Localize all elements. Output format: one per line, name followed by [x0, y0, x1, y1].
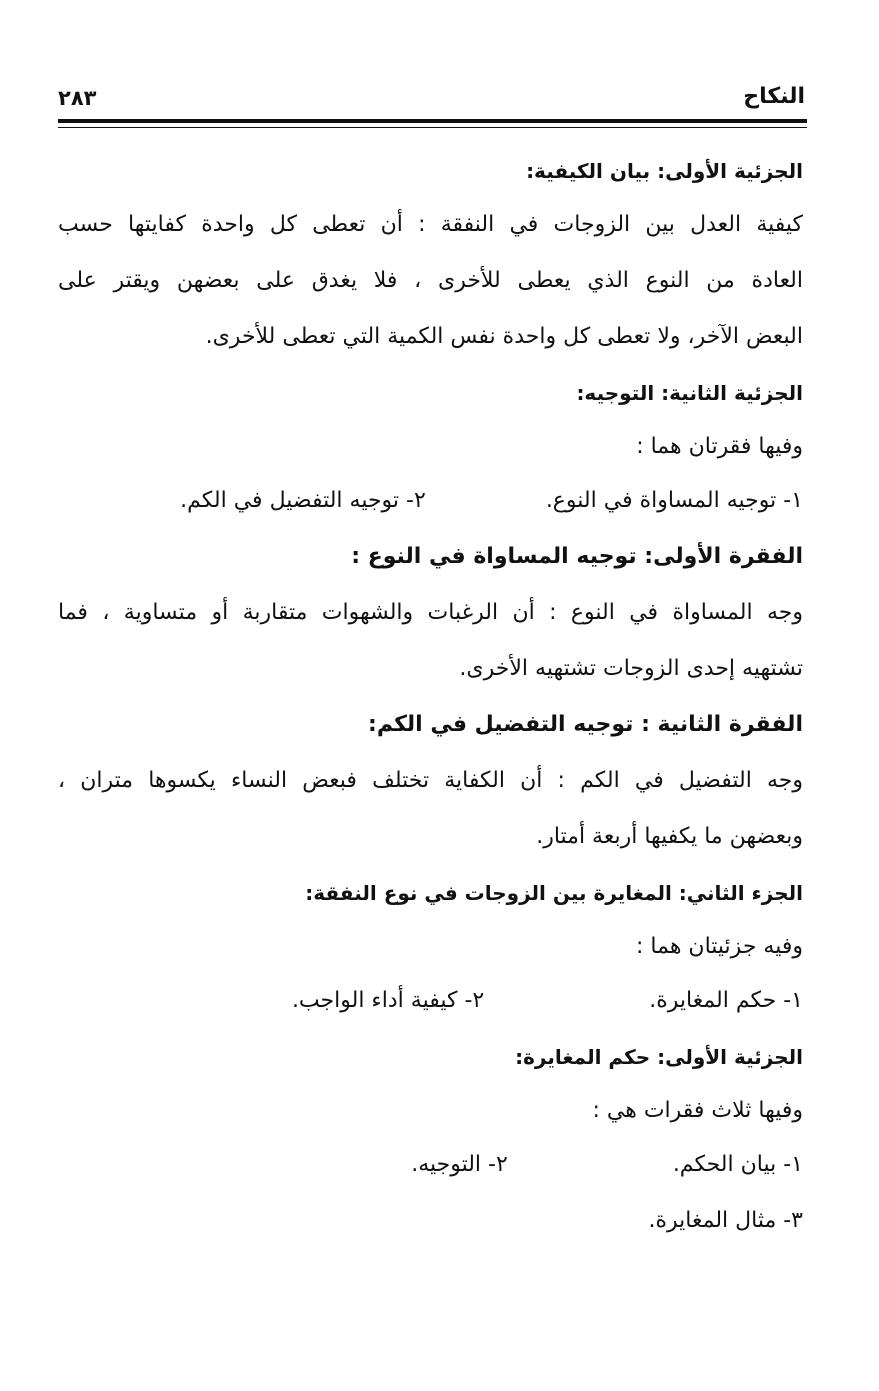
- page-number: ٢٨٣: [58, 86, 97, 110]
- paragraph-line: البعض الآخر، ولا تعطى كل واحدة نفس الكمية التي تعطى للأخرى.: [205, 324, 803, 349]
- list-item: ١- حكم المغايرة.: [649, 988, 803, 1013]
- page-body: [58, 150, 803, 1256]
- running-header: [58, 84, 805, 116]
- list-item: ١- بيان الحكم.: [672, 1152, 803, 1177]
- list-item: ٣- مثال المغايرة.: [648, 1208, 803, 1233]
- paragraph-line: وبعضهن ما يكفيها أربعة أمتار.: [536, 824, 803, 849]
- list-row: [58, 480, 803, 536]
- paragraph-heading: الفقرة الأولى: توجيه المساواة في النوع :: [351, 544, 803, 569]
- list-row: [58, 1144, 803, 1200]
- header-rule-thick: [58, 119, 807, 123]
- list-row: [58, 980, 803, 1036]
- subsection-heading: الجزئية الثانية: التوجيه:: [576, 381, 803, 405]
- paragraph-line: وجه المساواة في النوع : أن الرغبات والشهوات متقاربة أو متساوية ، فما: [58, 600, 803, 625]
- list-row: [58, 1200, 803, 1256]
- paragraph-line: وجه التفضيل في الكم : أن الكفاية تختلف فبعض النساء يكسوها متران ،: [58, 768, 803, 793]
- paragraph-line: كيفية العدل بين الزوجات في النفقة : أن تعطى كل واحدة كفايتها حسب: [58, 212, 803, 237]
- subsection-heading: الجزئية الأولى: حكم المغايرة:: [515, 1045, 803, 1069]
- part-heading: الجزء الثاني: المغايرة بين الزوجات في نوع النفقة:: [305, 881, 803, 905]
- list-item: ٢- توجيه التفضيل في الكم.: [180, 488, 426, 513]
- subsection-heading: الجزئية الأولى: بيان الكيفية:: [526, 159, 803, 183]
- paragraph-heading: الفقرة الثانية : توجيه التفضيل في الكم:: [368, 712, 803, 737]
- list-item: ٢- كيفية أداء الواجب.: [291, 988, 485, 1013]
- paragraph-line: وفيها ثلاث فقرات هي :: [592, 1098, 803, 1123]
- paragraph-line: وفيها فقرتان هما :: [636, 434, 803, 459]
- paragraph-line: وفيه جزئيتان هما :: [636, 934, 803, 959]
- list-item: ٢- التوجيه.: [411, 1152, 508, 1177]
- chapter-title: النكاح: [743, 84, 805, 109]
- list-item: ١- توجيه المساواة في النوع.: [545, 488, 803, 513]
- paragraph-line: العادة من النوع الذي يعطى للأخرى ، فلا يغدق على بعضهن ويقتر على: [58, 268, 803, 293]
- paragraph-line: تشتهيه إحدى الزوجات تشتهيه الأخرى.: [459, 656, 803, 681]
- header-rule-thin: [58, 127, 807, 128]
